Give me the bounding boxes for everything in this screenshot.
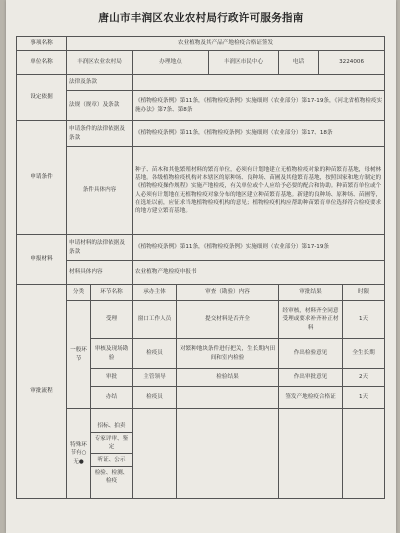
flow-header-result: 审批结果 [279, 285, 343, 301]
table-row [17, 121, 385, 147]
document-title: 唐山市丰润区农业农村局行政许可服务指南 [98, 12, 304, 24]
materials-detail-value: 农业植物产地检疫申报书 [133, 261, 385, 285]
step-name: 办结 [91, 387, 133, 409]
office-place-label: 办理地点 [133, 51, 209, 75]
special-content [177, 409, 279, 499]
phone-label: 电话 [279, 51, 319, 75]
materials-label: 申报材料 [17, 235, 67, 285]
condition-detail-label: 条件具体内容 [67, 147, 133, 235]
special-time [343, 409, 385, 499]
table-row [17, 409, 385, 499]
unit-name-value: 丰润区农业农村局 [67, 51, 133, 75]
condition-detail-value: 种子、苗木和其他繁殖材料的繁育单位，必须有计划地建立无植物检疫对象的种苗繁育基地，母树林基地。各级植物检疫机构对本辖区的原种场、良种场、苗圃及其他繁育基地，按照国家和地方制定的《植物检疫操作规程》实施产地检疫，有关单位或个人应给予必要的配合和协助。种苗繁育单位或个人必须有计划地在无植物检疫对象分布的地区建立种苗繁育基地。新建的良种场、原种场、苗圃等，在选址以前，应征求当地植物检疫机构的意见；植物检疫机构应帮助种苗繁育单位选择符合检疫要求的地方建立繁育基地。 [133, 147, 385, 235]
materials-law-value: 《植物检疫条例》第11条，《植物检疫条例》实施细则（农业部分）第17-19条 [133, 235, 385, 261]
document-sheet [6, 0, 396, 533]
special-body [133, 409, 177, 499]
special-step-item: 听证、公示 [91, 454, 132, 467]
table-row [17, 147, 385, 235]
office-place-value: 丰润区市民中心 [209, 51, 279, 75]
step-content: 提交材料是否齐全 [177, 301, 279, 339]
step-name: 受理 [91, 301, 133, 339]
step-time: 1天 [343, 301, 385, 339]
basis-label: 设定依据 [17, 75, 67, 121]
step-content: 对繁种地块条件进行把关，生长期内田间和室内检验 [177, 339, 279, 369]
step-time: 全生长期 [343, 339, 385, 369]
table-row [17, 235, 385, 261]
basis-regulation-value: 《植物检疫条例》第11条，《植物检疫条例》实施细则（农业部分）第17-19条，《河北省植物检疫实施办法》第7条、第8条 [133, 91, 385, 121]
basis-regulation-label: 法规（规章）及条款 [67, 91, 133, 121]
step-result: 作出检验意见 [279, 339, 343, 369]
flow-header-category: 分类 [67, 285, 91, 301]
special-step-item: 专家评审、鉴定 [91, 433, 132, 454]
table-row [17, 301, 385, 339]
flow-header-content: 审查（勘验）内容 [177, 285, 279, 301]
table-row [17, 91, 385, 121]
general-steps-label: 一般环节 [67, 301, 91, 409]
flow-header-body: 承办主体 [133, 285, 177, 301]
step-result: 作出审批意见 [279, 369, 343, 387]
table-row [17, 51, 385, 75]
condition-law-value: 《植物检疫条例》第11条，《植物检疫条例》实施细则（农业部分）第17、18条 [133, 121, 385, 147]
step-content: 检验结果 [177, 369, 279, 387]
table-row [17, 37, 385, 51]
item-name-value: 农业植物及其产品产地检疫合格证签发 [67, 37, 385, 51]
table-row [17, 261, 385, 285]
materials-detail-label: 材料具体内容 [67, 261, 133, 285]
step-body: 检疫员 [133, 387, 177, 409]
step-body: 检疫员 [133, 339, 177, 369]
special-steps-label: 特殊环节有○无● [67, 409, 91, 499]
step-content [177, 387, 279, 409]
basis-law-value [133, 75, 385, 91]
basis-law-label: 法律及条款 [67, 75, 133, 91]
unit-name-label: 单位名称 [17, 51, 67, 75]
flow-section-label: 审批流程 [17, 285, 67, 499]
service-guide-table [16, 36, 385, 499]
step-name: 审批 [91, 369, 133, 387]
table-row [17, 285, 385, 301]
condition-law-label: 申请条件的法律依据及条款 [67, 121, 133, 147]
special-step-item: 招标、拍卖 [91, 420, 132, 433]
step-time: 1天 [343, 387, 385, 409]
phone-value: 3224006 [319, 51, 385, 75]
item-name-label: 事项名称 [17, 37, 67, 51]
condition-label: 申请条件 [17, 121, 67, 235]
step-result: 经审核，材料齐全同意受理或要求补齐补正材料 [279, 301, 343, 339]
step-body: 窗口工作人员 [133, 301, 177, 339]
step-body: 主管领导 [133, 369, 177, 387]
table-row [17, 75, 385, 91]
step-time: 2天 [343, 369, 385, 387]
special-steps-list [91, 409, 133, 499]
step-result: 签发产地检疫合格证 [279, 387, 343, 409]
flow-header-time: 时限 [343, 285, 385, 301]
special-step-item: 检验、检测、检疫 [94, 470, 129, 485]
flow-header-step: 环节名称 [91, 285, 133, 301]
materials-law-label: 申请材料的法律依据及条款 [67, 235, 133, 261]
special-result [279, 409, 343, 499]
step-name: 审核及现场勘验 [91, 339, 133, 369]
